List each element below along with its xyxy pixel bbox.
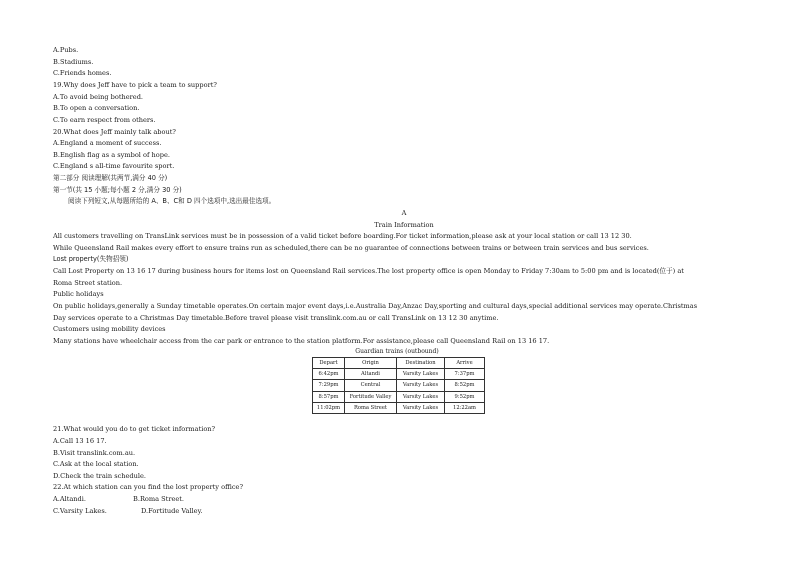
table-cell: 6:42pm: [313, 369, 345, 380]
table-cell: Varsity Lakes: [397, 402, 445, 413]
q22-option-b: B.Roma Street.: [133, 495, 185, 503]
q22-option-c: C.Varsity Lakes.: [53, 507, 107, 515]
heading-lost-property: Lost property(失物招领): [53, 255, 129, 263]
passage-line: On public holidays,generally a Sunday timetable operates.On certain major event days,i.e.Australia Day,Anzac Day,sporting and cultural days,special additional services may operate.Christmas: [53, 302, 698, 310]
q20-option-b: B.English flag as a symbol of hope.: [53, 151, 170, 159]
q18-option-a: A.Pubs.: [53, 46, 79, 54]
q19-option-b: B.To open a conversation.: [53, 104, 140, 112]
table-header-row: [313, 358, 485, 369]
table-cell: 8:57pm: [313, 391, 345, 402]
table-cell: 9:52pm: [445, 391, 485, 402]
table-row: [313, 391, 485, 402]
passage-line: Day services operate to a Christmas Day timetable.Before travel please visit translink.com.au or call TransLink on 13 12 30 anytime.: [53, 314, 499, 322]
passage-line: Roma Street station.: [53, 279, 123, 287]
q19-option-a: A.To avoid being bothered.: [53, 93, 144, 101]
table-row: [313, 380, 485, 391]
passage-line: Call Lost Property on 13 16 17 during business hours for items lost on Queensland Rail services.The lost property office is open Monday to Friday 7:30am to 5:00 pm and is located(位于) at: [53, 267, 684, 275]
q22-option-d: D.Fortitude Valley.: [141, 507, 203, 515]
table-cell: Roma Street: [345, 402, 397, 413]
q20-option-a: A.England a moment of success.: [53, 139, 162, 147]
passage-line: Many stations have wheelchair access from the car park or entrance to the station platform.For assistance,please call Queensland Rail on 13 16 17.: [53, 337, 550, 345]
reading-instruction: 阅读下列短文,从每题所给的 A、B、C和 D 四个选项中,选出最佳选项。: [68, 197, 276, 205]
column-header: Depart: [313, 358, 345, 369]
column-header: Origin: [345, 358, 397, 369]
timetable: [312, 357, 485, 414]
table-cell: 11:02pm: [313, 402, 345, 413]
q20-option-c: C.England s all-time favourite sport.: [53, 162, 175, 170]
part2-title: 第二部分 阅读理解(共两节,满分 40 分): [53, 174, 168, 182]
table-cell: Altandi: [345, 369, 397, 380]
q21-option-b: B.Visit translink.com.au.: [53, 449, 136, 457]
table-cell: 7:37pm: [445, 369, 485, 380]
table-row: [313, 369, 485, 380]
passage-title: Train Information: [374, 221, 434, 229]
table-cell: Varsity Lakes: [397, 369, 445, 380]
column-header: Arrive: [445, 358, 485, 369]
q22-option-a: A.Altandi.: [53, 495, 86, 503]
table-row: [313, 402, 485, 413]
column-header: Destination: [397, 358, 445, 369]
timetable-caption: Guardian trains (outbound): [355, 348, 439, 355]
table-cell: 7:29pm: [313, 380, 345, 391]
table-cell: Varsity Lakes: [397, 380, 445, 391]
q19-question: 19.Why does Jeff have to pick a team to support?: [53, 81, 217, 89]
passage-line: While Queensland Rail makes every effort to ensure trains run as scheduled,there can be no guarantee of connections between trains or between train services and bus services.: [53, 244, 649, 252]
q20-question: 20.What does Jeff mainly talk about?: [53, 128, 176, 136]
table-cell: Central: [345, 380, 397, 391]
section1-title: 第一节(共 15 小题;每小题 2 分,满分 30 分): [53, 186, 182, 194]
q21-question: 21.What would you do to get ticket information?: [53, 425, 216, 433]
q19-option-c: C.To earn respect from others.: [53, 116, 156, 124]
q22-question: 22.At which station can you find the lost property office?: [53, 483, 243, 491]
table-cell: Varsity Lakes: [397, 391, 445, 402]
passage-letter: A: [401, 209, 407, 217]
q21-option-a: A.Call 13 16 17.: [53, 437, 107, 445]
q18-option-b: B.Stadiums.: [53, 58, 94, 66]
passage-line: All customers travelling on TransLink services must be in possession of a valid ticket before boarding.For ticket information,please ask at your local station or call 13 12 30.: [53, 232, 632, 240]
table-cell: 12:22am: [445, 402, 485, 413]
q21-option-c: C.Ask at the local station.: [53, 460, 139, 468]
heading-public-holidays: Public holidays: [53, 290, 104, 298]
table-cell: 8:52pm: [445, 380, 485, 391]
table-cell: Fortitude Valley: [345, 391, 397, 402]
q18-option-c: C.Friends homes.: [53, 69, 112, 77]
heading-mobility-devices: Customers using mobility devices: [53, 325, 166, 333]
q21-option-d: D.Check the train schedule.: [53, 472, 147, 480]
